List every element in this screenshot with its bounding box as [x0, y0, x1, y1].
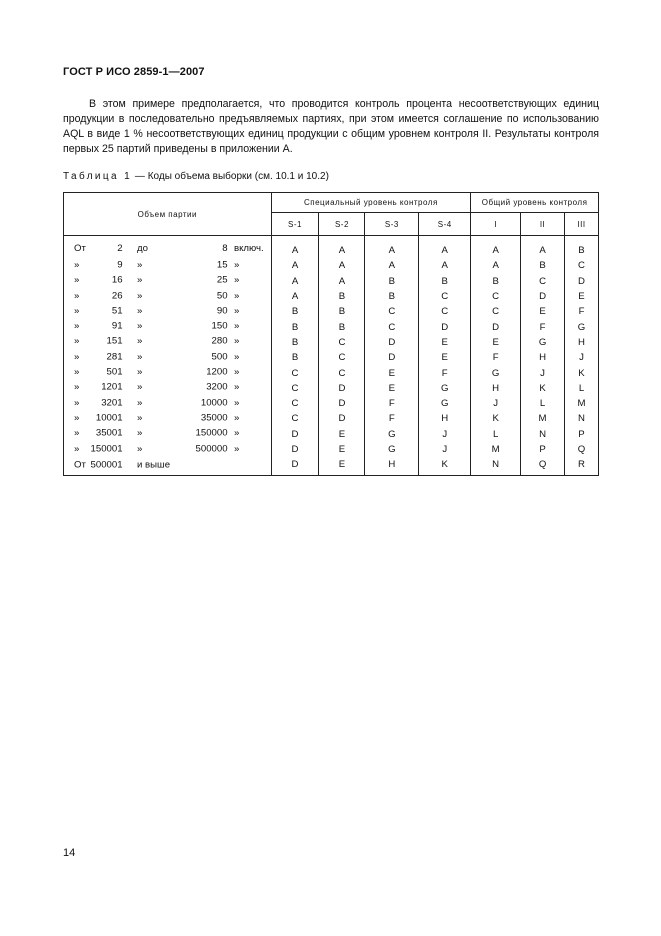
code-letter-cell: E — [319, 457, 365, 476]
code-letter-cell: B — [271, 319, 319, 334]
page-number: 14 — [63, 847, 76, 859]
lot-size-part: » — [74, 320, 80, 332]
lot-size-part: 281 — [106, 351, 123, 363]
code-letter-cell: G — [521, 335, 565, 350]
code-letter-cell: G — [365, 442, 419, 457]
lot-size-cell — [64, 274, 272, 289]
lot-size-part: 150000 — [195, 427, 228, 439]
general-level-header: Общий уровень контроля — [471, 193, 599, 213]
code-letter-cell: A — [319, 274, 365, 289]
lot-size-part: » — [234, 412, 240, 424]
code-letter-cell: D — [521, 289, 565, 304]
lot-size-part: » — [137, 351, 143, 363]
code-letter-cell: Q — [565, 442, 599, 457]
lot-size-cell — [64, 396, 272, 411]
code-letter-cell: B — [419, 274, 471, 289]
code-letter-cell: H — [565, 335, 599, 350]
code-letter-cell: M — [471, 442, 521, 457]
table-row — [64, 442, 599, 457]
table-row — [64, 427, 599, 442]
lot-size-part: 15 — [216, 259, 228, 271]
code-letter-cell: E — [419, 335, 471, 350]
code-letter-cell: B — [319, 319, 365, 334]
caption-title: — Коды объема выборки (см. 10.1 и 10.2) — [132, 171, 329, 182]
code-letter-cell: F — [521, 319, 565, 334]
table-row — [64, 335, 599, 350]
lot-size-cell — [64, 442, 272, 457]
lot-size-cell — [64, 304, 272, 319]
code-letter-cell: B — [365, 289, 419, 304]
lot-size-cell — [64, 236, 272, 259]
code-letter-cell: A — [271, 258, 319, 273]
code-letter-cell: E — [471, 335, 521, 350]
code-letter-cell: E — [365, 381, 419, 396]
lot-size-part: » — [234, 381, 240, 393]
lot-size-cell — [64, 381, 272, 396]
lot-size-part: » — [137, 381, 143, 393]
lot-size-part: » — [137, 412, 143, 424]
code-letter-cell: L — [565, 381, 599, 396]
table-row — [64, 457, 599, 476]
code-letter-cell: B — [271, 335, 319, 350]
code-letter-cell: N — [521, 427, 565, 442]
code-letter-cell: C — [365, 304, 419, 319]
code-letter-cell: C — [471, 289, 521, 304]
caption-label: Таблица 1 — [63, 171, 133, 182]
code-letter-cell: M — [565, 396, 599, 411]
lot-size-part: 501 — [106, 366, 123, 378]
lot-size-part: 280 — [211, 336, 228, 348]
code-letter-cell: D — [419, 319, 471, 334]
code-letter-cell: A — [319, 236, 365, 259]
lot-size-part: » — [137, 320, 143, 332]
code-letter-cell: D — [319, 396, 365, 411]
level-header: S-3 — [365, 213, 419, 236]
table-row — [64, 350, 599, 365]
code-letter-cell: D — [365, 350, 419, 365]
code-letter-cell: G — [471, 365, 521, 380]
lot-size-cell — [64, 457, 272, 476]
table-row — [64, 304, 599, 319]
code-letter-cell: B — [319, 289, 365, 304]
lot-size-part: 500000 — [195, 443, 228, 455]
code-letter-cell: C — [419, 304, 471, 319]
code-letter-cell: E — [319, 427, 365, 442]
code-letter-cell: B — [565, 236, 599, 259]
code-letter-cell: C — [419, 289, 471, 304]
lot-size-part: 3200 — [206, 381, 228, 393]
code-letter-cell: F — [565, 304, 599, 319]
lot-size-part: 150001 — [90, 443, 123, 455]
code-letter-cell: A — [271, 289, 319, 304]
lot-size-part: » — [137, 427, 143, 439]
lot-size-part: » — [137, 305, 143, 317]
code-letter-cell: N — [565, 411, 599, 426]
lot-size-part: 50 — [216, 290, 228, 302]
code-letter-cell: D — [319, 411, 365, 426]
intro-paragraph — [63, 97, 599, 157]
lot-size-part: » — [74, 427, 80, 439]
lot-size-part: включ. — [234, 243, 264, 255]
lot-size-part: 91 — [111, 320, 123, 332]
code-letter-cell: R — [565, 457, 599, 476]
code-letter-cell: H — [365, 457, 419, 476]
lot-size-part: » — [74, 397, 80, 409]
lot-size-part: 26 — [111, 290, 123, 302]
lot-size-part: » — [234, 290, 240, 302]
lot-size-cell — [64, 335, 272, 350]
lot-size-part: 2 — [117, 243, 123, 255]
lot-size-part: » — [234, 397, 240, 409]
code-letter-cell: A — [365, 236, 419, 259]
lot-size-part: » — [74, 443, 80, 455]
code-letter-cell: F — [365, 411, 419, 426]
lot-size-part: » — [234, 259, 240, 271]
code-letter-cell: C — [271, 381, 319, 396]
level-header: S-4 — [419, 213, 471, 236]
lot-size-cell — [64, 365, 272, 380]
lot-size-part: » — [137, 443, 143, 455]
code-letter-cell: D — [365, 335, 419, 350]
lot-size-part: » — [234, 305, 240, 317]
code-letter-cell: D — [271, 427, 319, 442]
code-letter-cell: E — [521, 304, 565, 319]
special-level-header: Специальный уровень контроля — [271, 193, 471, 213]
lot-size-part: и выше — [137, 459, 171, 471]
level-header: I — [471, 213, 521, 236]
lot-size-part: 9 — [117, 259, 123, 271]
table-row — [64, 365, 599, 380]
code-letter-cell: J — [419, 427, 471, 442]
code-letter-cell: A — [271, 236, 319, 259]
code-letter-cell: M — [521, 411, 565, 426]
code-letter-cell: K — [471, 411, 521, 426]
code-letter-cell: C — [471, 304, 521, 319]
lot-size-header: Объем партии — [64, 193, 272, 236]
lot-size-part: » — [234, 336, 240, 348]
code-letter-cell: K — [565, 365, 599, 380]
code-letter-cell: D — [271, 457, 319, 476]
lot-size-part: 1200 — [206, 366, 228, 378]
code-letter-cell: C — [319, 335, 365, 350]
sample-size-code-table — [63, 192, 599, 476]
code-letter-cell: B — [471, 274, 521, 289]
lot-size-part: » — [74, 259, 80, 271]
code-letter-cell: D — [471, 319, 521, 334]
code-letter-cell: D — [319, 381, 365, 396]
level-header: III — [565, 213, 599, 236]
code-letter-cell: C — [319, 365, 365, 380]
lot-size-part: 51 — [111, 305, 123, 317]
code-letter-cell: G — [419, 396, 471, 411]
code-letter-cell: C — [271, 365, 319, 380]
table-row — [64, 258, 599, 273]
lot-size-part: 10000 — [200, 397, 228, 409]
lot-size-cell — [64, 258, 272, 273]
code-letter-cell: C — [319, 350, 365, 365]
lot-size-part: От — [74, 459, 86, 471]
lot-size-part: 1201 — [101, 381, 123, 393]
code-letter-cell: A — [271, 274, 319, 289]
table-row — [64, 381, 599, 396]
table-row — [64, 411, 599, 426]
lot-size-part: » — [74, 336, 80, 348]
lot-size-part: 500 — [211, 351, 228, 363]
code-letter-cell: H — [521, 350, 565, 365]
table-row — [64, 274, 599, 289]
lot-size-part: » — [74, 412, 80, 424]
code-letter-cell: A — [419, 236, 471, 259]
code-letter-cell: F — [471, 350, 521, 365]
lot-size-part: 500001 — [90, 459, 123, 471]
level-header: S-1 — [271, 213, 319, 236]
code-letter-cell: B — [319, 304, 365, 319]
code-letter-cell: L — [471, 427, 521, 442]
lot-size-part: 3201 — [101, 397, 123, 409]
lot-size-cell — [64, 289, 272, 304]
code-letter-cell: H — [471, 381, 521, 396]
code-letter-cell: G — [565, 319, 599, 334]
lot-size-part: 10001 — [95, 412, 123, 424]
code-letter-cell: C — [521, 274, 565, 289]
code-letter-cell: A — [521, 236, 565, 259]
lot-size-part: 16 — [111, 274, 123, 286]
lot-size-part: 35001 — [95, 427, 123, 439]
code-letter-cell: J — [521, 365, 565, 380]
code-letter-cell: J — [565, 350, 599, 365]
code-letter-cell: E — [365, 365, 419, 380]
code-letter-cell: B — [271, 350, 319, 365]
lot-size-part: » — [74, 290, 80, 302]
level-header: II — [521, 213, 565, 236]
lot-size-part: 35000 — [200, 412, 228, 424]
code-letter-cell: H — [419, 411, 471, 426]
code-letter-cell: A — [419, 258, 471, 273]
code-letter-cell: B — [365, 274, 419, 289]
lot-size-cell — [64, 350, 272, 365]
code-letter-cell: J — [419, 442, 471, 457]
lot-size-cell — [64, 411, 272, 426]
code-letter-cell: B — [521, 258, 565, 273]
code-letter-cell: P — [521, 442, 565, 457]
code-letter-cell: J — [471, 396, 521, 411]
lot-size-part: » — [137, 366, 143, 378]
code-letter-cell: F — [365, 396, 419, 411]
lot-size-part: » — [234, 351, 240, 363]
lot-size-cell — [64, 427, 272, 442]
lot-size-part: » — [137, 397, 143, 409]
lot-size-part: 151 — [106, 336, 123, 348]
lot-size-part: 25 — [216, 274, 228, 286]
lot-size-part: » — [137, 259, 143, 271]
level-header: S-2 — [319, 213, 365, 236]
code-letter-cell: N — [471, 457, 521, 476]
code-letter-cell: G — [419, 381, 471, 396]
lot-size-part: » — [74, 305, 80, 317]
code-letter-cell: C — [271, 411, 319, 426]
code-letter-cell: G — [365, 427, 419, 442]
code-letter-cell: L — [521, 396, 565, 411]
lot-size-cell — [64, 319, 272, 334]
code-letter-cell: A — [365, 258, 419, 273]
table-row — [64, 396, 599, 411]
code-letter-cell: C — [565, 258, 599, 273]
code-letter-cell: C — [365, 319, 419, 334]
lot-size-part: 8 — [222, 243, 228, 255]
table-row — [64, 289, 599, 304]
lot-size-part: От — [74, 243, 86, 255]
code-letter-cell: A — [471, 236, 521, 259]
lot-size-part: » — [234, 366, 240, 378]
code-letter-cell: Q — [521, 457, 565, 476]
table-row — [64, 236, 599, 259]
lot-size-part: » — [234, 320, 240, 332]
code-letter-cell: A — [471, 258, 521, 273]
code-letter-cell: C — [271, 396, 319, 411]
code-letter-cell: A — [319, 258, 365, 273]
lot-size-part: » — [137, 274, 143, 286]
code-letter-cell: D — [271, 442, 319, 457]
code-letter-cell: E — [319, 442, 365, 457]
lot-size-part: » — [74, 274, 80, 286]
code-letter-cell: E — [565, 289, 599, 304]
code-letter-cell: D — [565, 274, 599, 289]
code-letter-cell: K — [419, 457, 471, 476]
lot-size-part: » — [74, 381, 80, 393]
lot-size-part: 90 — [216, 305, 228, 317]
lot-size-part: » — [74, 366, 80, 378]
document-header: ГОСТ Р ИСО 2859-1—2007 — [63, 66, 205, 78]
code-letter-cell: E — [419, 350, 471, 365]
lot-size-part: 150 — [211, 320, 228, 332]
lot-size-part: » — [137, 290, 143, 302]
lot-size-part: » — [74, 351, 80, 363]
lot-size-part: » — [234, 443, 240, 455]
code-letter-cell: B — [271, 304, 319, 319]
code-letter-cell: P — [565, 427, 599, 442]
table-caption — [63, 171, 329, 182]
lot-size-part: » — [234, 274, 240, 286]
code-letter-cell: K — [521, 381, 565, 396]
lot-size-part: до — [137, 243, 148, 255]
paragraph-text: В этом примере предполагается, что проводится контроль процента несоответствующих единиц продукции в последовательно предъявляемых партиях, при этом имеется соглашение по использованию AQL в виде 1 % несоответствующих единиц продукции с общим уровнем контроля II. Результаты контроля первых 25 партий приведены в приложении А. — [63, 98, 599, 155]
table-row — [64, 319, 599, 334]
lot-size-part: » — [234, 427, 240, 439]
code-letter-cell: F — [419, 365, 471, 380]
lot-size-part: » — [137, 336, 143, 348]
